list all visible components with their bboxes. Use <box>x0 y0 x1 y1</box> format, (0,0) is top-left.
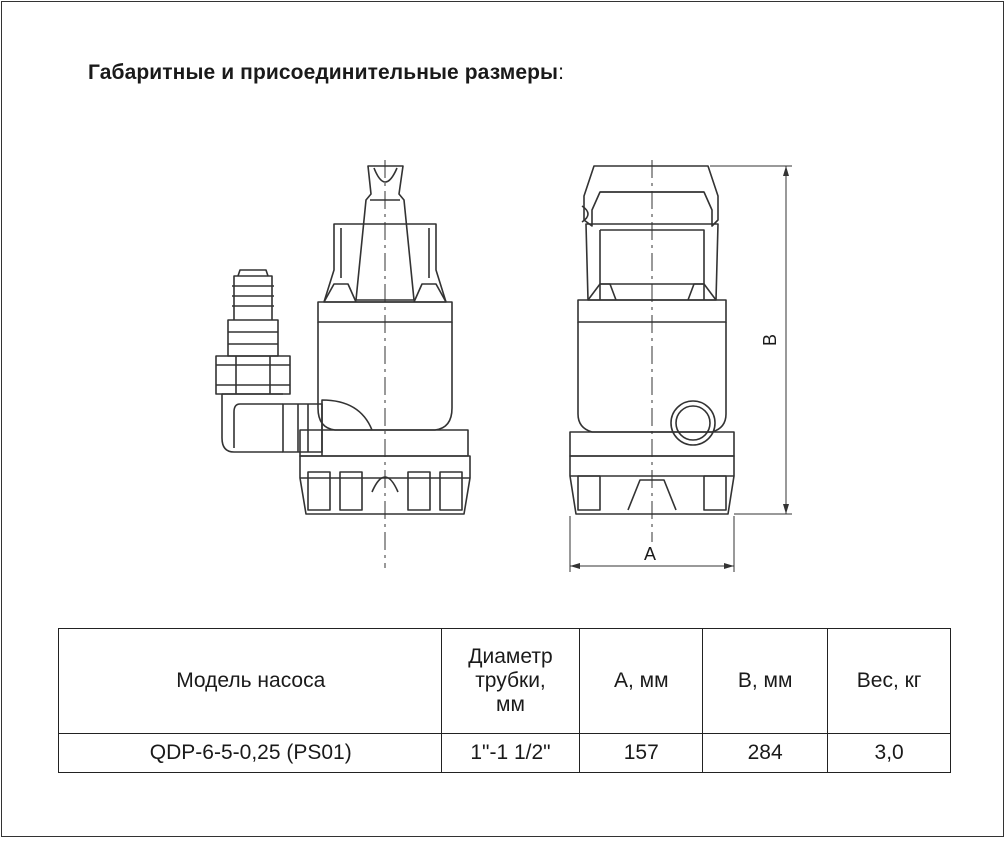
header-a: А, мм <box>580 629 703 734</box>
cell-a: 157 <box>580 734 703 773</box>
header-tube-line1: Диаметр <box>468 645 553 668</box>
spec-table <box>58 628 951 773</box>
table-row <box>59 734 951 773</box>
header-tube-line2: трубки, <box>475 669 546 692</box>
cell-weight: 3,0 <box>828 734 951 773</box>
header-weight: Вес, кг <box>828 629 951 734</box>
page-title: Габаритные и присоединительные размеры: <box>88 61 565 84</box>
dimension-a-label: A <box>644 544 657 564</box>
header-b: В, мм <box>703 629 828 734</box>
cell-model: QDP-6-5-0,25 (PS01) <box>59 734 442 773</box>
table-header-row <box>59 629 951 734</box>
pump-front-view <box>216 160 470 568</box>
cell-tube: 1"-1 1/2" <box>441 734 580 773</box>
header-model: Модель насоса <box>59 629 442 734</box>
dimension-b-label: B <box>760 333 780 346</box>
pump-side-view <box>570 160 734 542</box>
header-tube-line3: мм <box>496 693 525 716</box>
cell-b: 284 <box>703 734 828 773</box>
header-tube-diameter <box>441 629 580 734</box>
